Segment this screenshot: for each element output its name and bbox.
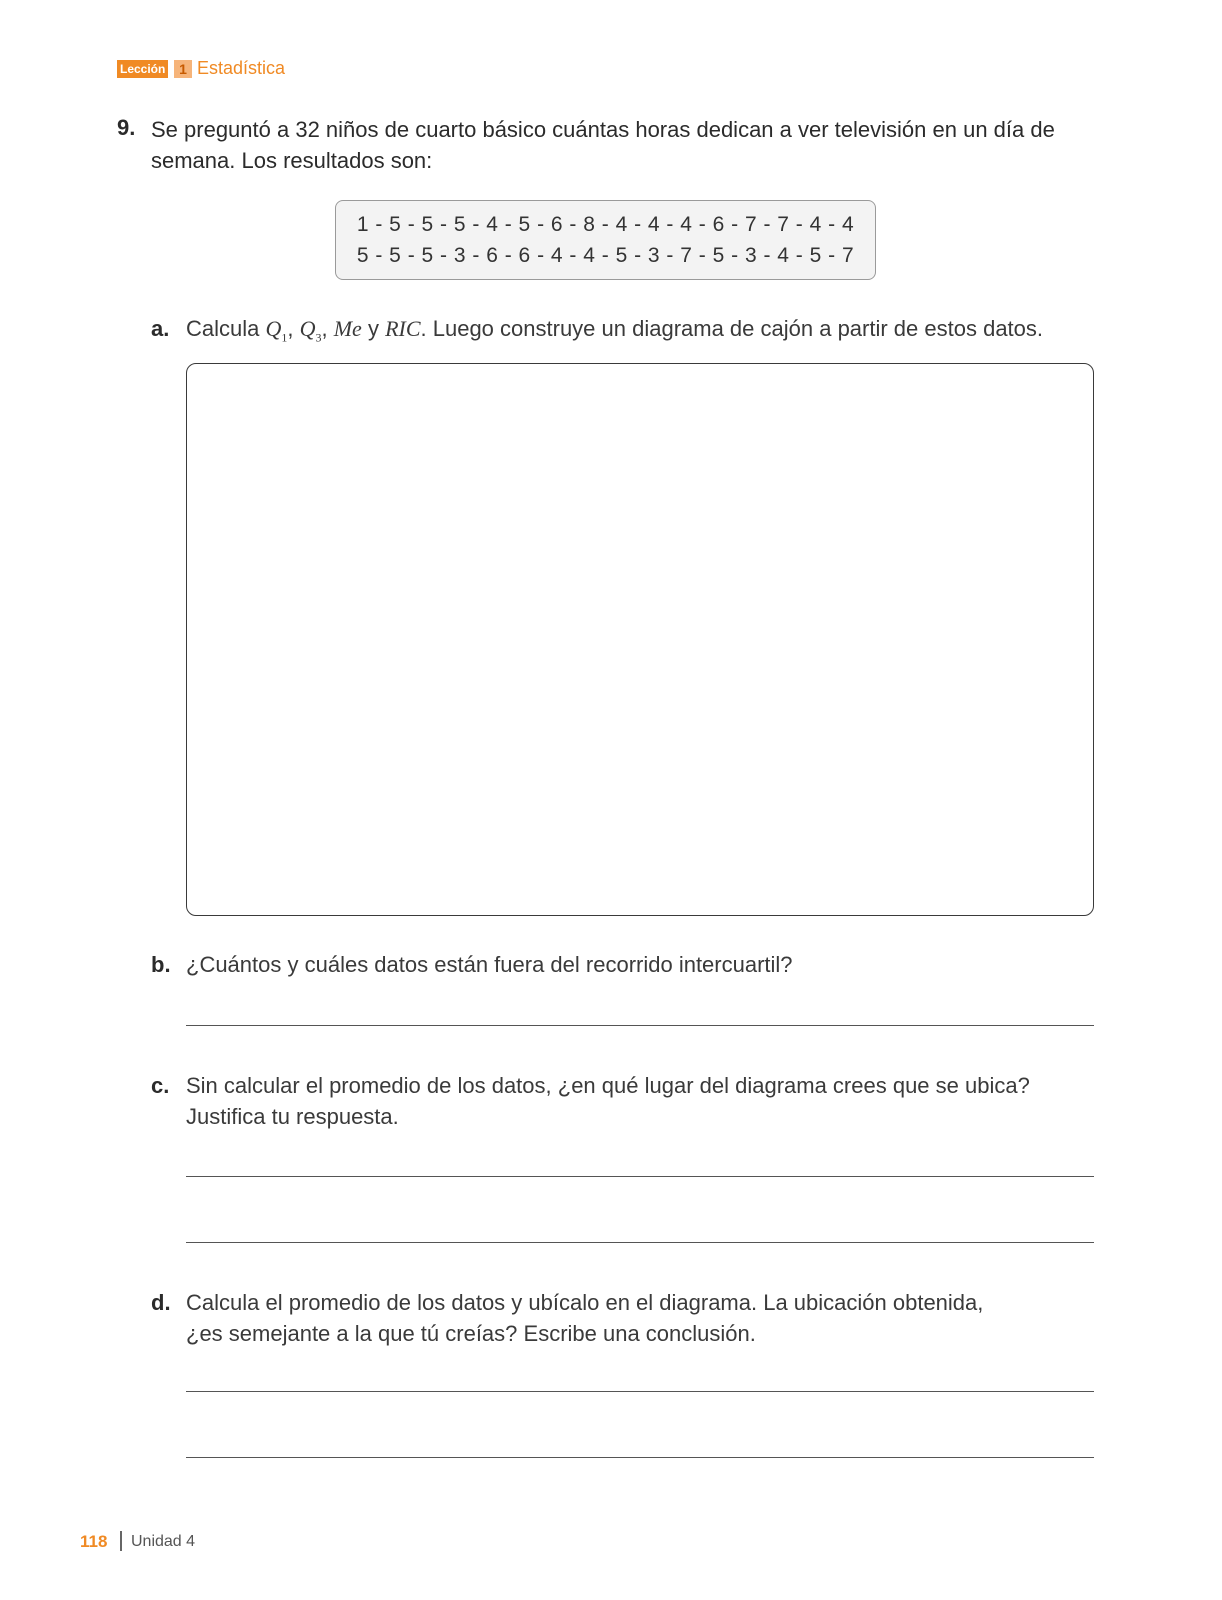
ric-symbol: RIC bbox=[385, 316, 421, 341]
unit-label: Unidad 4 bbox=[131, 1533, 196, 1550]
answer-line-b1[interactable] bbox=[186, 1025, 1094, 1026]
answer-line-d2[interactable] bbox=[186, 1457, 1094, 1458]
question-number: 9. bbox=[117, 115, 136, 140]
item-a-pre: Calcula bbox=[186, 316, 266, 341]
answer-line-c1[interactable] bbox=[186, 1176, 1094, 1177]
item-b-text: ¿Cuántos y cuáles datos están fuera del recorrido intercuartil? bbox=[186, 952, 793, 977]
item-d-text: Calcula el promedio de los datos y ubícalo en el diagrama. La ubicación obtenida, ¿es semejante a la que tú creías? Escribe una conclusión. bbox=[186, 1290, 984, 1346]
item-c-letter: c. bbox=[151, 1073, 170, 1098]
lesson-title: Estadística bbox=[197, 58, 286, 78]
answer-line-d1[interactable] bbox=[186, 1391, 1094, 1392]
item-a-post: . Luego construye un diagrama de cajón a partir de estos datos. bbox=[420, 316, 1044, 341]
answer-line-c2[interactable] bbox=[186, 1242, 1094, 1243]
item-a-letter: a. bbox=[151, 316, 170, 341]
item-b-letter: b. bbox=[151, 952, 171, 977]
data-box bbox=[335, 200, 876, 280]
question-text: Se preguntó a 32 niños de cuarto básico cuántas horas dedican a ver televisión en un día de semana. Los resultados son: bbox=[151, 117, 1055, 173]
page-number: 118 bbox=[80, 1532, 108, 1551]
data-line-1: 1 - 5 - 5 - 5 - 4 - 5 - 6 - 8 - 4 - 4 - 4 - 6 - 7 - 7 - 4 - 4 bbox=[356, 213, 855, 236]
footer-divider bbox=[120, 1531, 122, 1551]
q3-symbol: $Q_3$ bbox=[299, 316, 322, 345]
lesson-label: Lección bbox=[117, 60, 168, 78]
item-a-text: Calcula $Q_1$, $Q_3$, Me y RIC. Luego construye un diagrama de cajón a partir de estos datos. bbox=[186, 316, 1044, 345]
box-plot-answer-area[interactable] bbox=[186, 363, 1094, 916]
me-symbol: Me bbox=[333, 316, 362, 341]
data-line-2: 5 - 5 - 5 - 3 - 6 - 6 - 4 - 4 - 5 - 3 - 7 - 5 - 3 - 4 - 5 - 7 bbox=[356, 244, 855, 267]
q1-symbol: $Q_1$ bbox=[265, 316, 288, 345]
item-c-text: Sin calcular el promedio de los datos, ¿en qué lugar del diagrama crees que se ubica? Justifica tu respuesta. bbox=[186, 1073, 1030, 1129]
lesson-number: 1 bbox=[174, 60, 192, 78]
item-d-letter: d. bbox=[151, 1290, 171, 1315]
